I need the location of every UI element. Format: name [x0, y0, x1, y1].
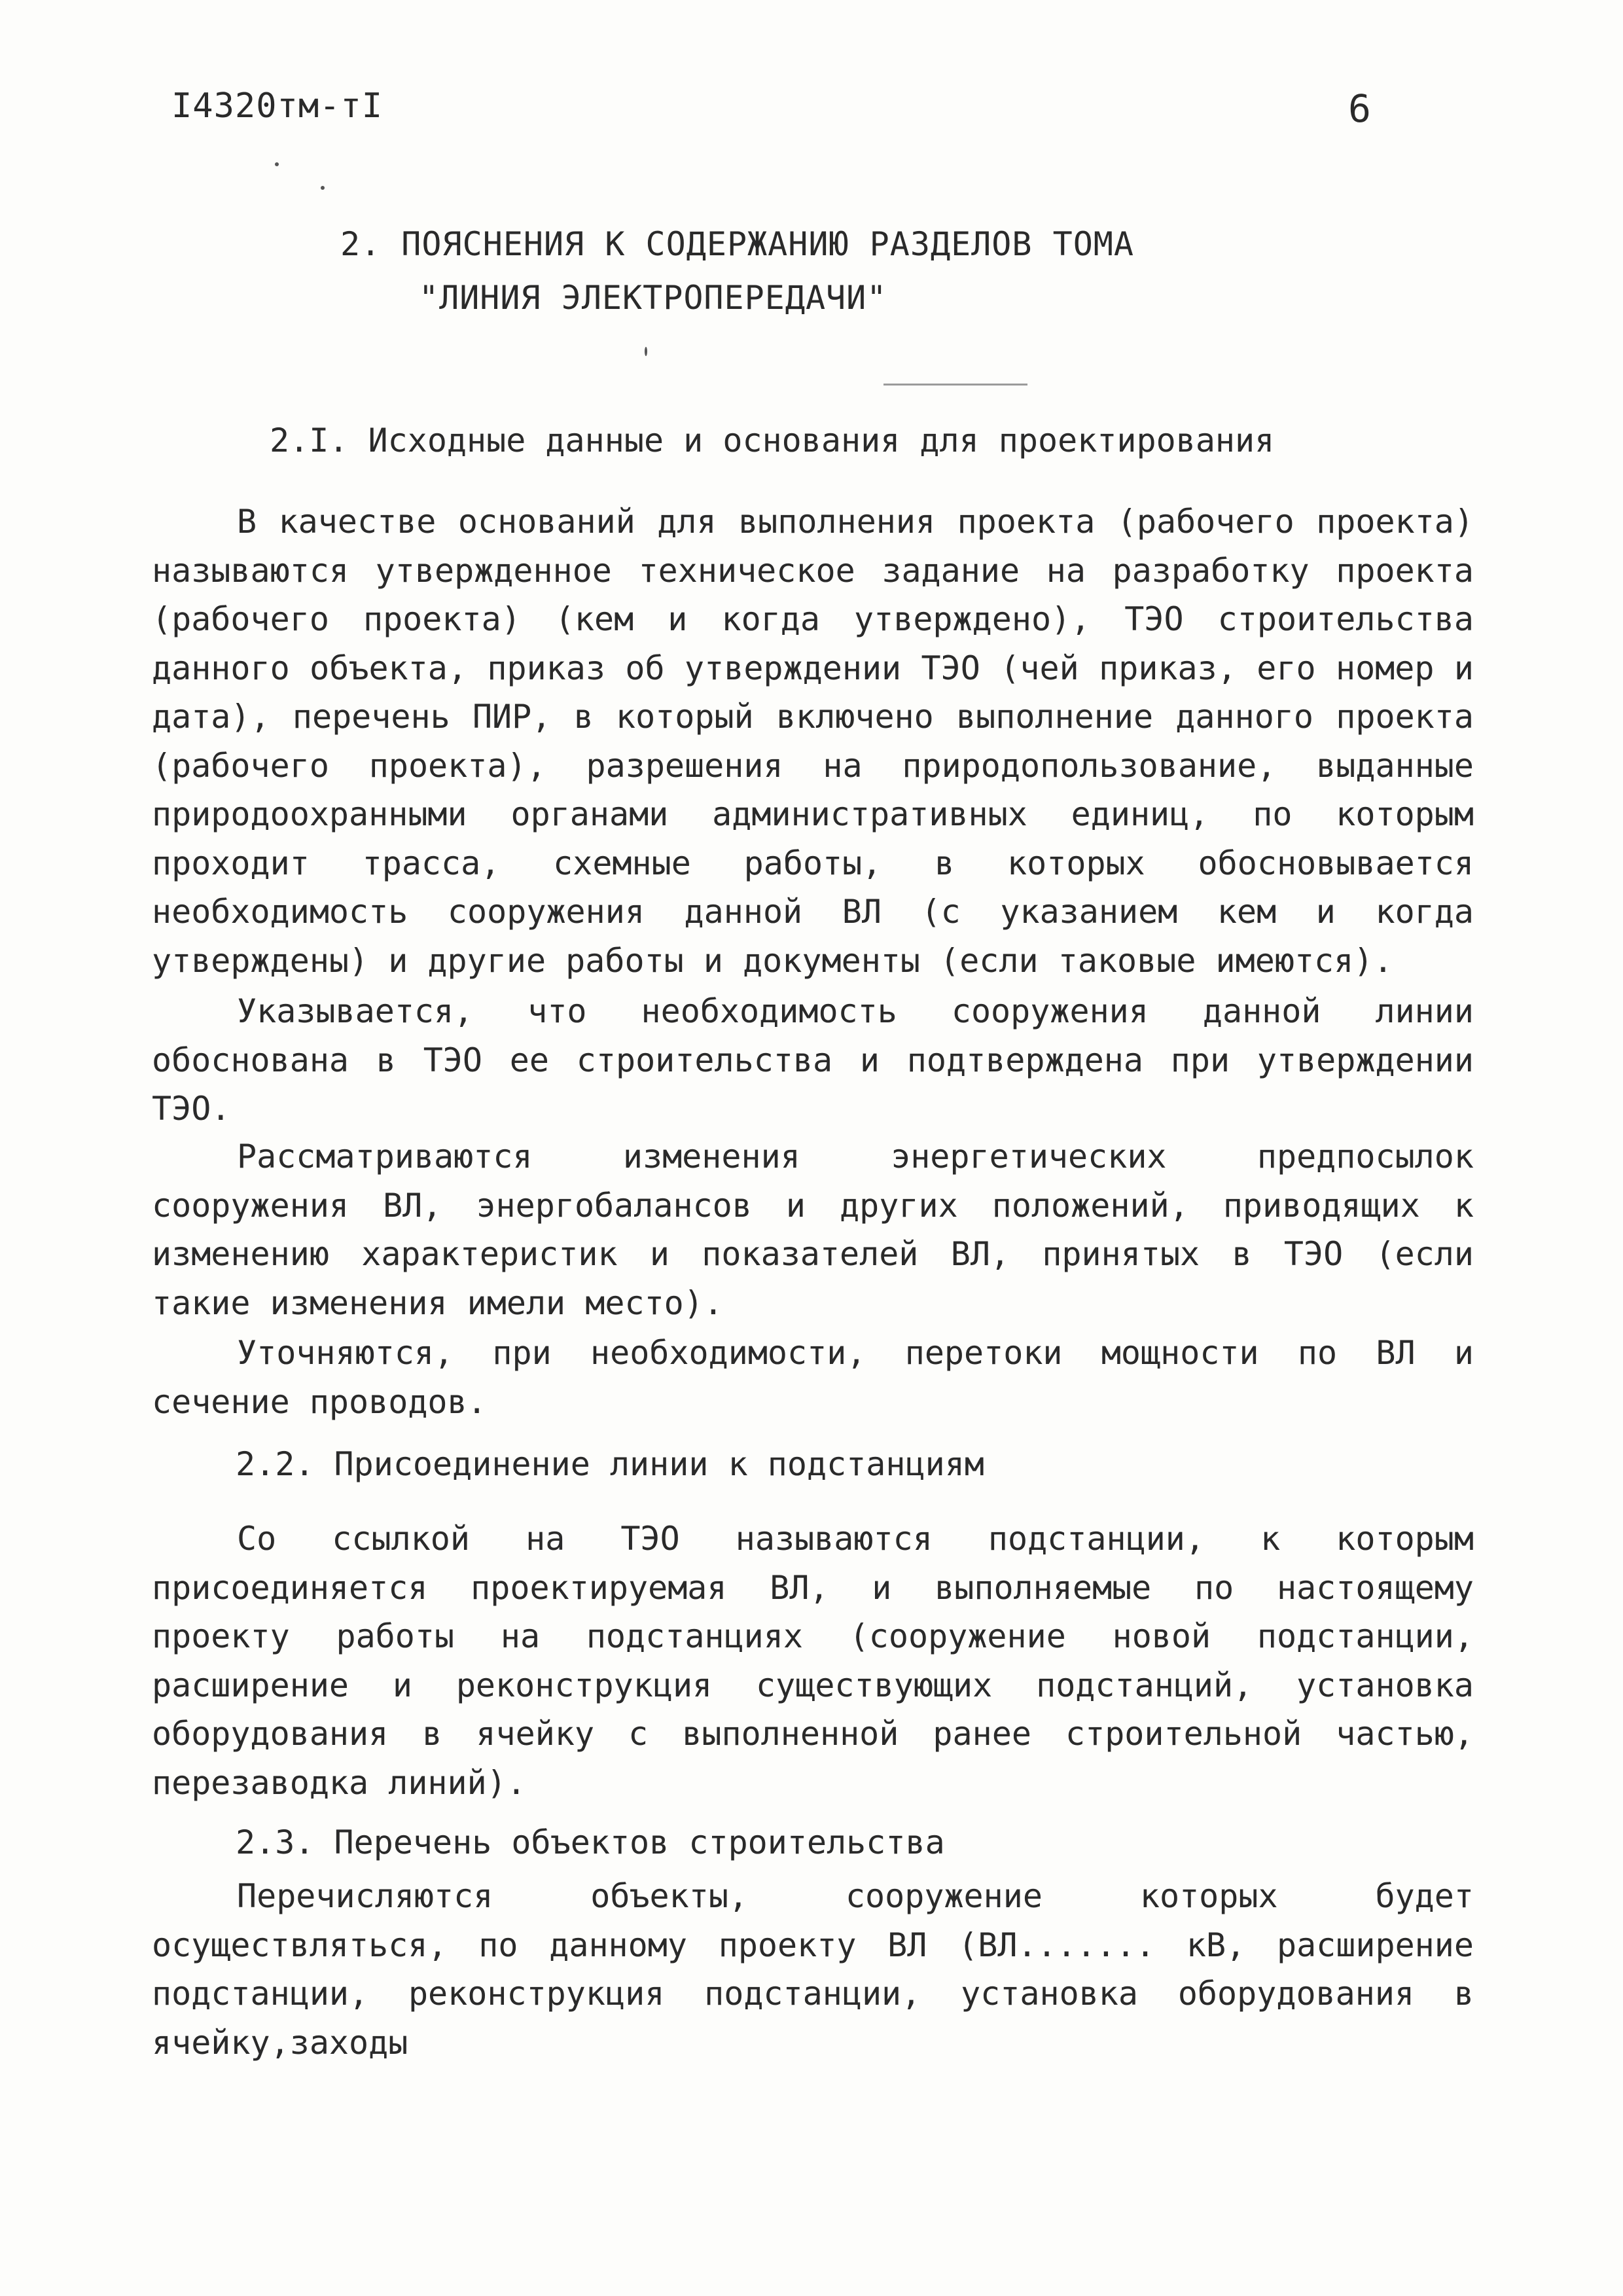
paragraph-2-3-1: Перечисляются объекты, сооружение которых будет осуществляться, по данному проекту ВЛ (ВЛ....... кВ, расширение подстанции, реконструкция подстанции, установка оборудования в ячейку,заходы	[152, 1877, 1474, 2062]
paragraph-2-1-3: Рассматриваются изменения энергетических предпосылок сооружения ВЛ, энергобалансов и других положений, приводящих к изменению характеристик и показателей ВЛ, принятых в ТЭО (если такие изменения имели место).	[152, 1138, 1474, 1322]
paragraph-2-2-1: Со ссылкой на ТЭО называются подстанции, к которым присоединяется проектируемая ВЛ, и выполняемые по настоящему проекту работы на подстанциях (сооружение новой подстанции, расширение и реконструкция существующих подстанций, установка оборудования в ячейку с выполненной ранее строительной частью, перезаводка линий).	[152, 1520, 1474, 1802]
section-title	[340, 217, 1322, 325]
paragraph-2-1-1: В качестве оснований для выполнения проекта (рабочего проекта) называются утвержденное техническое задание на разработку проекта (рабочего проекта) (кем и когда утверждено), ТЭО строительства данного объекта, приказ об утверждении ТЭО (чей приказ, его номер и дата), перечень ПИР, в который включено выполнение данного проекта (рабочего проекта), разрешения на природопользование, выданные природоохранными органами административных единиц, по которым проходит трасса, схемные работы, в которых обосновывается необходимость сооружения данной ВЛ (с указанием кем и когда утверждены) и другие работы и документы (если таковые имеются).	[152, 503, 1474, 980]
paragraph-2-1-2: Указывается, что необходимость сооружения данной линии обоснована в ТЭО ее строительства и подтверждена при утверждении ТЭО.	[152, 992, 1474, 1128]
document-code: I4320тм-тI	[171, 86, 383, 126]
subsection-heading-2-3: 2.3. Перечень объектов строительства	[236, 1823, 945, 1861]
section-title-line-2: "ЛИНИЯ ЭЛЕКТРОПЕРЕДАЧИ"	[419, 279, 887, 317]
page-number: 6	[1348, 86, 1371, 131]
section-title-line-1: 2. ПОЯСНЕНИЯ К СОДЕРЖАНИЮ РАЗДЕЛОВ ТОМА	[340, 225, 1134, 263]
subsection-heading-2-1: 2.I. Исходные данные и основания для проектирования	[270, 422, 1275, 459]
subsection-heading-2-2: 2.2. Присоединение линии к подстанциям	[236, 1445, 984, 1483]
scan-speck	[321, 186, 325, 190]
scan-speck	[275, 162, 279, 166]
scan-speck	[645, 347, 647, 356]
paragraph-2-1-4: Уточняются, при необходимости, перетоки мощности по ВЛ и сечение проводов.	[152, 1334, 1474, 1421]
scan-dash	[883, 384, 1027, 386]
